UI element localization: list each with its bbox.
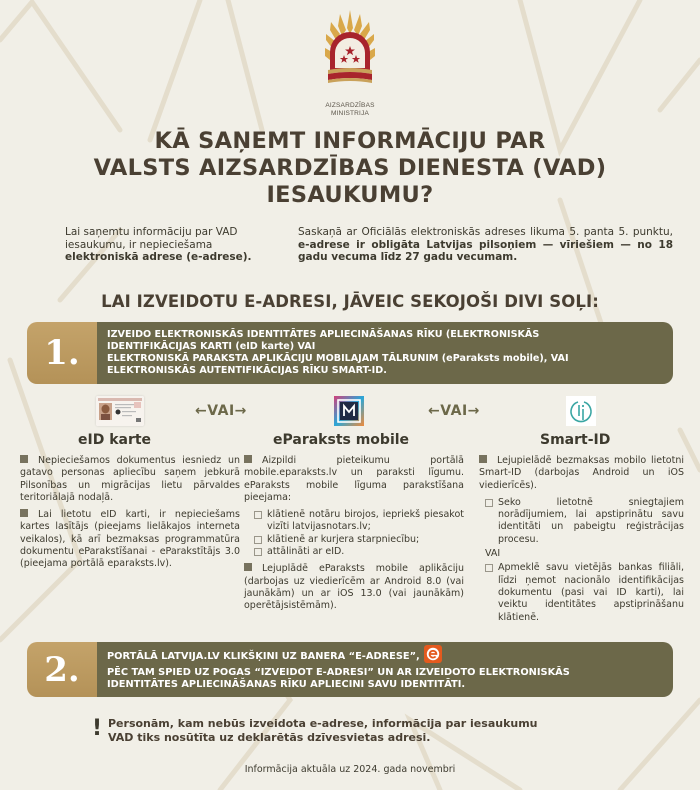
notice-line-2: VAD tiks nosūtīta uz deklarētās dzīvesvietas adresi. (108, 731, 431, 744)
option-label-eparaksts: eParaksts mobile (273, 432, 410, 448)
step-1-line-1: IZVEIDO ELEKTRONISKĀS IDENTITĀTES APLIECINĀŠANAS RĪKU (ELEKTRONISKĀS (107, 329, 540, 340)
title-line-2: VALSTS AIZSARDZĪBAS DIENESTA (VAD) (93, 155, 607, 181)
smartid-or-label: VAI (485, 548, 501, 560)
e-adrese-banner-icon (424, 645, 442, 663)
option-label-smartid: Smart-ID (540, 432, 611, 448)
footer-info-date: Informācija aktuāla uz 2024. gada novembri (244, 764, 456, 775)
eparaksts-paragraph-1: Aizpildi pieteikumu portālā mobile.eparaksts.lv un paraksti līgumu. eParaksts mobile līguma parakstīšana pieejama: (244, 455, 464, 503)
intro-right-bold: e-adrese ir obligāta Latvijas pilsoņiem — vīriešiem — no 18 gadu vecuma līdz 27 gadu vecumam. (298, 238, 673, 263)
checkbox-outline-icon (485, 564, 493, 572)
intro-left-text (65, 226, 275, 264)
checkbox-outline-icon (485, 499, 493, 507)
smartid-paragraph-1: Lejupielādē bezmaksas mobilo lietotni Smart-ID (darbojas Android un iOS viedierīcēs). (479, 455, 684, 491)
notice (92, 717, 632, 745)
smartid-subitem-1: Seko lietotnē sniegtajiem norādījumiem, lai apstiprinātu savu identitāti un pabeigtu reģistrācijas procesu. (479, 497, 684, 546)
eid-column (20, 455, 240, 576)
smartid-subitem-2: Apmeklē savu vietējās bankas filiāli, līdzi ņemot nacionālo identifikācijas dokumentu (pasi vai ID karti), lai veiktu identitātes apstiprināšanu klātienē. (479, 562, 684, 623)
eid-paragraph-2: Lai lietotu eID karti, ir nepieciešams kartes lasītājs (pieejams lielākajos interneta veikalos), kā arī bezmaksas programmatūra dokumentu eParakstīšanai - eParakstītājs 3.0 (pieejama portālā eparaksts.lv). (20, 509, 240, 570)
option-label-eid: eID karte (78, 432, 152, 448)
logo-line-2: MINISTRIJA (330, 110, 370, 117)
step-1-line-2: IDENTIFIKĀCIJAS KARTI (eID karte) VAI (107, 341, 316, 352)
bullet-square-icon (20, 509, 28, 517)
ministry-logo (322, 8, 378, 118)
intro-left-bold: elektroniskā adrese (e-adrese). (65, 251, 252, 263)
step-2-line-2: PĒC TAM SPIED UZ POGAS “IZVEIDOT E-ADRESI” UN AR IZVEIDOTO ELEKTRONISKĀS (107, 666, 570, 678)
step-2-box (27, 642, 673, 697)
notice-text (106, 717, 538, 745)
step-1-box (27, 322, 673, 384)
step-1-number: 1. (27, 322, 97, 384)
smart-id-icon (566, 396, 596, 426)
bullet-square-icon (244, 563, 252, 571)
bullet-square-icon (244, 455, 252, 463)
checkbox-outline-icon (254, 536, 262, 544)
step-2-text (97, 642, 673, 697)
step-1-text (97, 322, 673, 384)
id-card-icon (96, 396, 144, 426)
or-separator-2: ←VAI→ (428, 403, 480, 419)
eparaksts-subitem-3: attālināti ar eID. (244, 546, 464, 558)
or-separator-1: ←VAI→ (195, 403, 247, 419)
step-1-line-3: ELEKTRONISKĀ PARAKSTA APLIKĀCIJU MOBILAJAM TĀLRUNIM (eParaksts mobile), VAI (107, 353, 569, 364)
eid-paragraph-1: Nepieciešamos dokumentus iesniedz un gatavo personas apliecību saņem jebkurā Pilsonības un migrācijas lietu pārvaldes teritoriālajā nodaļā. (20, 455, 240, 503)
page-title (0, 128, 700, 209)
eparaksts-paragraph-2: Lejuplādē eParaksts mobile aplikāciju (darbojas uz viedierīcēm ar Android 8.0 (vai jaunākām) un ar iOS 13.0 (vai jaunākām) operētājsistēmām). (244, 563, 464, 612)
eparaksts-column (244, 455, 464, 618)
steps-heading: LAI IZVEIDOTU E-ADRESI, JĀVEIC SEKOJOŠI DIVI SOĻI: (101, 292, 599, 311)
title-line-3: IESAUKUMU? (266, 182, 434, 208)
bullet-square-icon (479, 455, 487, 463)
checkbox-outline-icon (254, 548, 262, 556)
eparaksts-subitem-1: klātienē notāru birojos, iepriekš piesakot vizīti latvijasnotars.lv; (244, 509, 464, 534)
logo-line-1: AIZSARDZĪBAS (325, 102, 375, 109)
step-2-line-1: PORTĀLĀ LATVIJA.LV KLIKŠĶINI UZ BANERA “E-ADRESE”, (107, 649, 663, 663)
bullet-square-icon (20, 455, 28, 463)
step-2-line-3: IDENTITĀTES APLIECINĀŠANAS RĪKU APLIECINI SAVU IDENTITĀTI. (107, 678, 466, 690)
smartid-column (479, 455, 684, 624)
title-line-1: KĀ SAŅEMT INFORMĀCIJU PAR (154, 128, 546, 154)
notice-line-1: Personām, kam nebūs izveidota e-adrese, informācija par iesaukumu (108, 717, 538, 730)
exclamation-icon: ! (92, 716, 103, 741)
eparaksts-subitem-2: klātienē ar kurjera starpniecību; (244, 534, 464, 546)
intro-right-plain: Saskaņā ar Oficiālās elektroniskās adreses likuma 5. panta 5. punktu, (298, 226, 673, 238)
ministry-crest-icon (324, 8, 376, 100)
intro-right-text (298, 226, 673, 264)
eparaksts-m-icon (334, 396, 364, 426)
step-2-number: 2. (27, 642, 97, 697)
intro-left-plain: Lai saņemtu informāciju par VAD iesaukumu, ir nepieciešama (65, 226, 238, 251)
checkbox-outline-icon (254, 511, 262, 519)
step-1-line-4: ELEKTRONISKĀS AUTENTIFIKĀCIJAS RĪKU SMART-ID. (107, 365, 387, 376)
